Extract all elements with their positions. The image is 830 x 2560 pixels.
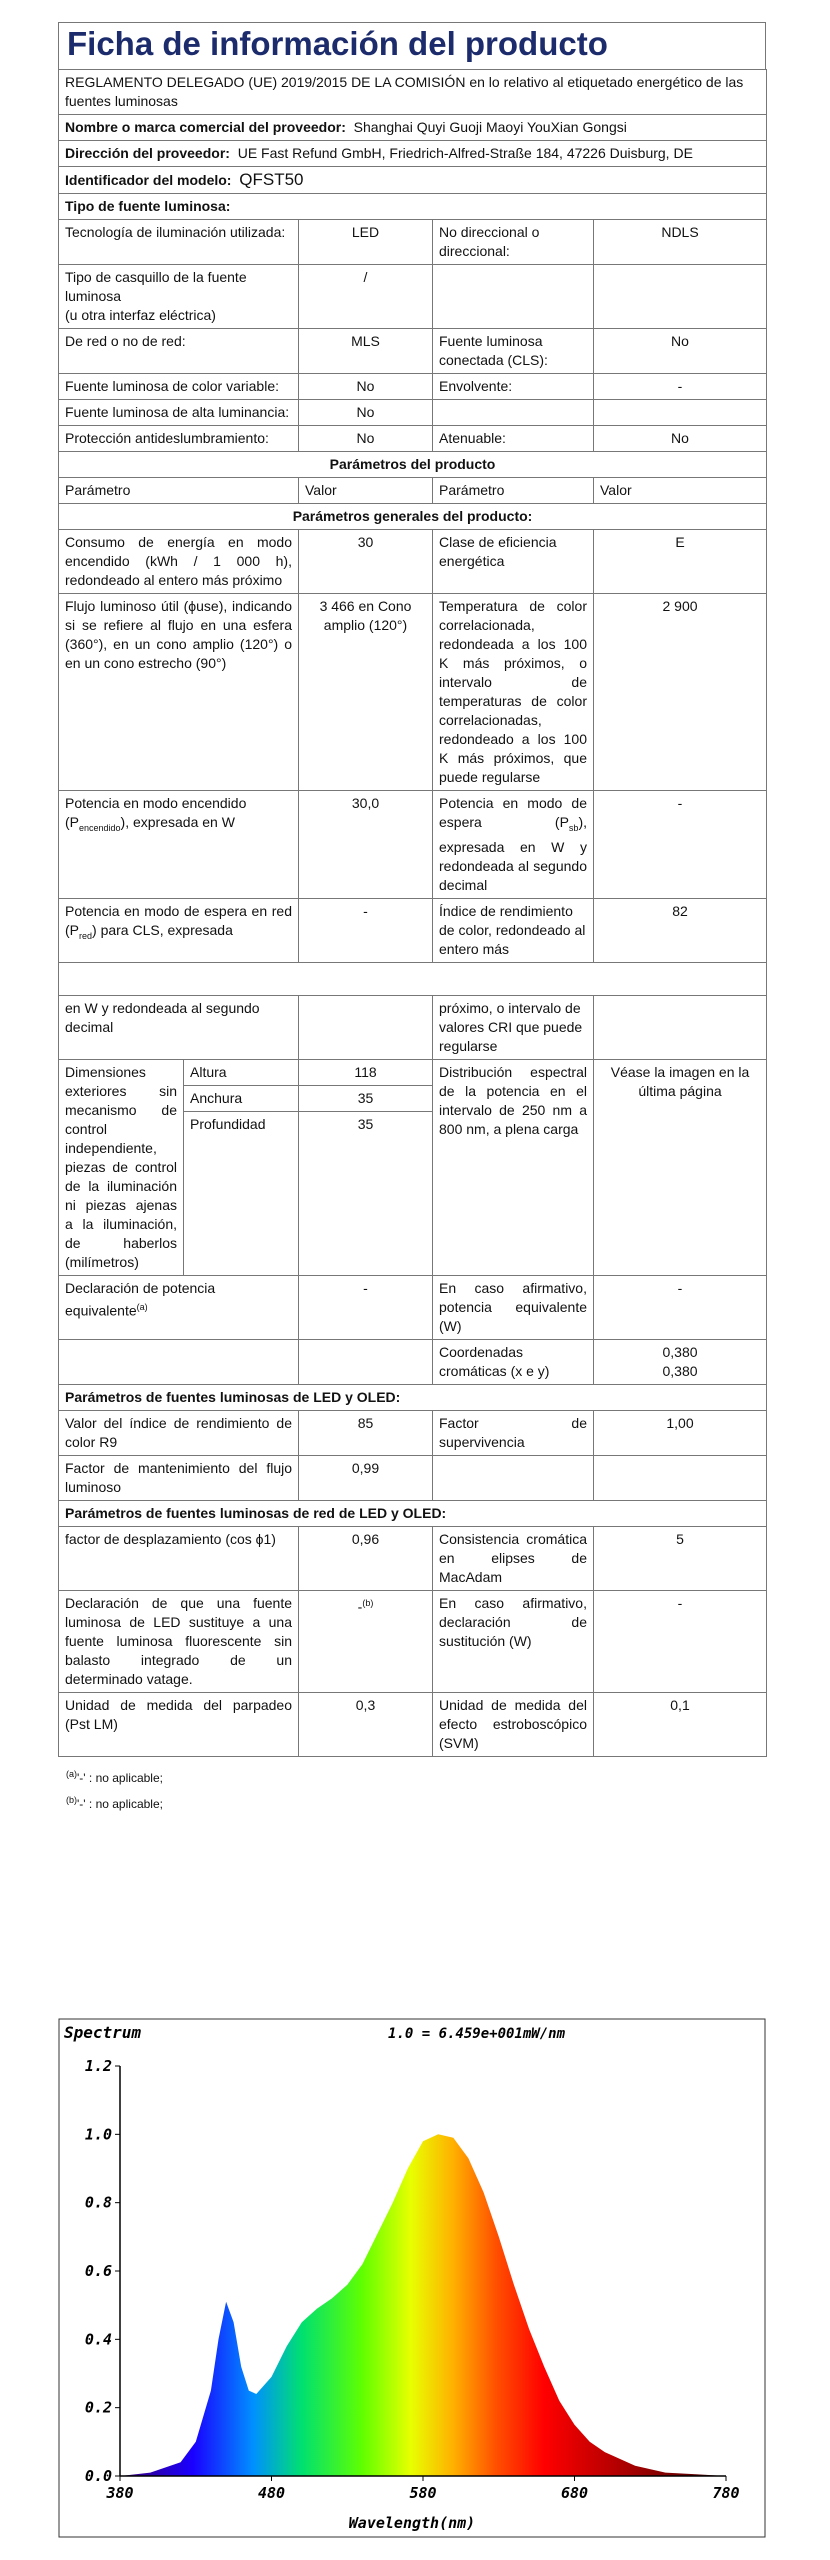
product-table — [58, 69, 767, 1757]
chromaticity-x: 0,380 — [662, 1343, 698, 1360]
replacement-power-label: En caso afirmativo, declaración de sustitución (W) — [433, 1590, 594, 1692]
color-temperature-label: Temperatura de color correlacionada, redondeada a los 100 K más próximos, o intervalo de temperaturas de color correlacionadas, redondeado a los 100 K más próximos, que puede regularse — [433, 594, 594, 791]
equivalent-power-decl-value: - — [299, 1275, 433, 1339]
type-header: Tipo de fuente luminosa: — [59, 194, 767, 220]
type-param-label: Tecnología de iluminación utilizada: — [59, 220, 299, 265]
color-consistency-label: Consistencia cromática en elipses de MacAdam — [433, 1526, 594, 1590]
type-param-value: No — [299, 426, 433, 452]
displacement-factor-value: 0,96 — [299, 1526, 433, 1590]
footnote-a: $^{(a)}$'-' : no aplicable; — [66, 1768, 163, 1785]
supplier-name-row — [59, 115, 767, 141]
type-param-label: Protección antideslumbramiento: — [59, 426, 299, 452]
supplier-address-value: UE Fast Refund GmbH, Friedrich-Alfred-Straße 184, 47226 Duisburg, DE — [237, 145, 693, 161]
dim-depth-value: 35 — [357, 1115, 374, 1132]
dim-width-label: Anchura — [184, 1086, 298, 1112]
type-param2-value: No — [594, 426, 767, 452]
networked-standby-label: Potencia en modo de espera en red $(P_{red})$ para CLS, expresada — [59, 898, 299, 962]
page-title: Ficha de información del producto — [58, 22, 766, 69]
on-mode-power-label: Potencia en modo encendido $(P_{encendido})$, expresada en W — [59, 791, 299, 899]
networked-standby-label-cont: en W y redondeada al segundo decimal — [59, 995, 299, 1059]
regulation-text: REGLAMENTO DELEGADO (UE) 2019/2015 DE LA COMISIÓN en lo relativo al etiquetado energético de las fuentes luminosas — [59, 70, 767, 115]
x-tick-label: 680 — [560, 2484, 589, 2502]
lumen-empty-2 — [594, 1455, 767, 1500]
replacement-power-value: - — [594, 1590, 767, 1692]
dim-depth-label: Profundidad — [190, 1115, 266, 1132]
type-row — [59, 426, 767, 452]
color-consistency-value: 5 — [594, 1526, 767, 1590]
flicker-value: 0,3 — [299, 1692, 433, 1756]
flicker-label: Unidad de medida del parpadeo (Pst LM) — [59, 1692, 299, 1756]
energy-consumption-value: 30 — [299, 530, 433, 594]
chart-subtitle: 1.0 = 6.459e+001mW/nm — [388, 2026, 566, 2042]
dim-width-value: 35 — [299, 1086, 432, 1112]
type-param-value: / — [299, 265, 433, 329]
dimensions-cell — [59, 1059, 299, 1275]
dimensions-values-cell — [299, 1059, 433, 1275]
dim-height-label: Altura — [184, 1060, 298, 1086]
footnotes — [58, 1763, 766, 1815]
type-rows — [59, 220, 767, 452]
y-tick-label: 0.2 — [84, 2398, 112, 2417]
type-param-label: Fuente luminosa de color variable: — [59, 374, 299, 400]
cri-value: 82 — [594, 898, 767, 962]
y-tick-label: 1.2 — [84, 2057, 112, 2075]
cri-label: Índice de rendimiento de color, redondeado al entero más — [433, 898, 594, 962]
col-header-value-1: Valor — [299, 478, 433, 504]
color-temperature-value: 2 900 — [594, 594, 767, 791]
model-row — [59, 167, 767, 194]
cri-value-cont — [594, 995, 767, 1059]
equivalent-power-decl-label: Declaración de potencia equivalente$^{(a)}$ — [59, 1275, 299, 1339]
chromaticity-value — [594, 1339, 767, 1384]
col-header-param-2: Parámetro — [433, 478, 594, 504]
survival-factor-value: 1,00 — [594, 1410, 767, 1455]
lumen-empty-1 — [433, 1455, 594, 1500]
type-param2-label: No direccional o direccional: — [433, 220, 594, 265]
lumen-maintenance-label: Factor de mantenimiento del flujo luminoso — [59, 1455, 299, 1500]
on-mode-power-value: 30,0 — [299, 791, 433, 899]
networked-standby-value-cont — [299, 995, 433, 1059]
spectral-distribution-value: Véase la imagen en la última página — [594, 1059, 767, 1275]
type-param2-value — [594, 400, 767, 426]
supplier-name-value: Shanghai Quyi Guoji Maoyi YouXian Gongsi — [353, 119, 627, 135]
y-tick-label: 0.8 — [84, 2193, 112, 2212]
r9-label: Valor del índice de rendimiento de color R9 — [59, 1410, 299, 1455]
y-tick-label: 0.4 — [84, 2330, 112, 2349]
luminous-flux-label: Flujo luminoso útil (ϕuse), indicando si se refiere al flujo en una esfera (360°), en un cono amplio (120°) o en un cono estrecho (90°) — [59, 594, 299, 791]
led-header: Parámetros de fuentes luminosas de LED y OLED: — [59, 1384, 767, 1410]
survival-factor-label: Factor de supervivencia — [433, 1410, 594, 1455]
chart-title: Spectrum — [64, 2023, 142, 2042]
type-param-value: No — [299, 374, 433, 400]
type-row — [59, 374, 767, 400]
type-param-label: De red o no de red: — [59, 329, 299, 374]
chromaticity-label: Coordenadas cromáticas (x e y) — [433, 1339, 594, 1384]
type-param2-value — [594, 265, 767, 329]
equivalent-power-label: En caso afirmativo, potencia equivalente (W) — [433, 1275, 594, 1339]
dim-height-value: 118 — [299, 1060, 432, 1086]
y-tick-label: 0.6 — [84, 2262, 112, 2280]
type-row — [59, 400, 767, 426]
x-tick-label: 480 — [257, 2484, 286, 2502]
model-value: QFST50 — [239, 170, 304, 189]
equivalent-power-value: - — [594, 1275, 767, 1339]
type-param-value: MLS — [299, 329, 433, 374]
replacement-decl-value: -$^{(b)}$ — [299, 1590, 433, 1692]
x-tick-label: 580 — [409, 2484, 437, 2502]
luminous-flux-value: 3 466 en Cono amplio (120°) — [299, 594, 433, 791]
type-param2-value: No — [594, 329, 767, 374]
mains-header: Parámetros de fuentes luminosas de red de LED y OLED: — [59, 1500, 767, 1526]
spectral-distribution-label: Distribución espectral de la potencia en el intervalo de 250 nm a 800 nm, a plena carga — [433, 1059, 594, 1275]
type-param-label: Tipo de casquillo de la fuente luminosa (u otra interfaz eléctrica) — [59, 265, 299, 329]
standby-power-value: - — [594, 791, 767, 899]
product-info-sheet — [58, 22, 766, 1815]
spectrum-svg — [58, 2018, 766, 2538]
replacement-decl-label: Declaración de que una fuente luminosa de LED sustituye a una fuente luminosa fluorescente sin balasto integrado de un determinado vatage. — [59, 1590, 299, 1692]
type-param2-label: Atenuable: — [433, 426, 594, 452]
stroboscopic-label: Unidad de medida del efecto estroboscópico (SVM) — [433, 1692, 594, 1756]
type-row — [59, 220, 767, 265]
chromaticity-y: 0,380 — [662, 1362, 698, 1379]
params-header: Parámetros del producto — [59, 452, 767, 478]
x-axis-label: Wavelength(nm) — [348, 2514, 476, 2532]
y-tick-label: 0.0 — [84, 2467, 112, 2485]
standby-power-label: Potencia en modo de espera $(P_{sb})$, expresada en W y redondeada al segundo decimal — [433, 791, 594, 899]
type-param-value: No — [299, 400, 433, 426]
type-param2-label — [433, 400, 594, 426]
type-param2-label: Envolvente: — [433, 374, 594, 400]
efficiency-class-value: E — [594, 530, 767, 594]
type-param-value: LED — [299, 220, 433, 265]
x-tick-label: 380 — [106, 2484, 134, 2502]
type-param2-value: NDLS — [594, 220, 767, 265]
x-tick-label: 780 — [712, 2484, 740, 2502]
spectrum-chart — [58, 2018, 766, 2538]
r9-value: 85 — [299, 1410, 433, 1455]
chroma-empty-2 — [299, 1339, 433, 1384]
col-header-param-1: Parámetro — [59, 478, 299, 504]
type-param2-label: Fuente luminosa conectada (CLS): — [433, 329, 594, 374]
energy-consumption-label: Consumo de energía en modo encendido (kWh / 1 000 h), redondeado al entero más próximo — [59, 530, 299, 594]
supplier-address-row — [59, 141, 767, 167]
y-tick-label: 1.0 — [84, 2125, 112, 2144]
model-label: Identificador del modelo: — [65, 172, 232, 188]
dimensions-label: Dimensiones exteriores sin mecanismo de control independiente, piezas de control de la iluminación ni piezas ajenas a la iluminación, de haberlos (milímetros) — [59, 1060, 184, 1275]
type-param-label: Fuente luminosa de alta luminancia: — [59, 400, 299, 426]
supplier-name-label: Nombre o marca comercial del proveedor: — [65, 119, 346, 135]
cri-label-cont: próximo, o intervalo de valores CRI que puede regularse — [433, 995, 594, 1059]
networked-standby-value: - — [299, 898, 433, 962]
type-param2-value: - — [594, 374, 767, 400]
page-break — [59, 962, 767, 995]
col-header-value-2: Valor — [594, 478, 767, 504]
chroma-empty-1 — [59, 1339, 299, 1384]
general-header: Parámetros generales del producto: — [59, 504, 767, 530]
lumen-maintenance-value: 0,99 — [299, 1455, 433, 1500]
type-row — [59, 265, 767, 329]
stroboscopic-value: 0,1 — [594, 1692, 767, 1756]
displacement-factor-label: factor de desplazamiento (cos ϕ1) — [59, 1526, 299, 1590]
efficiency-class-label: Clase de eficiencia energética — [433, 530, 594, 594]
type-row — [59, 329, 767, 374]
footnote-b: $^{(b)}$'-' : no aplicable; — [66, 1794, 163, 1811]
supplier-address-label: Dirección del proveedor: — [65, 145, 230, 161]
type-param2-label — [433, 265, 594, 329]
